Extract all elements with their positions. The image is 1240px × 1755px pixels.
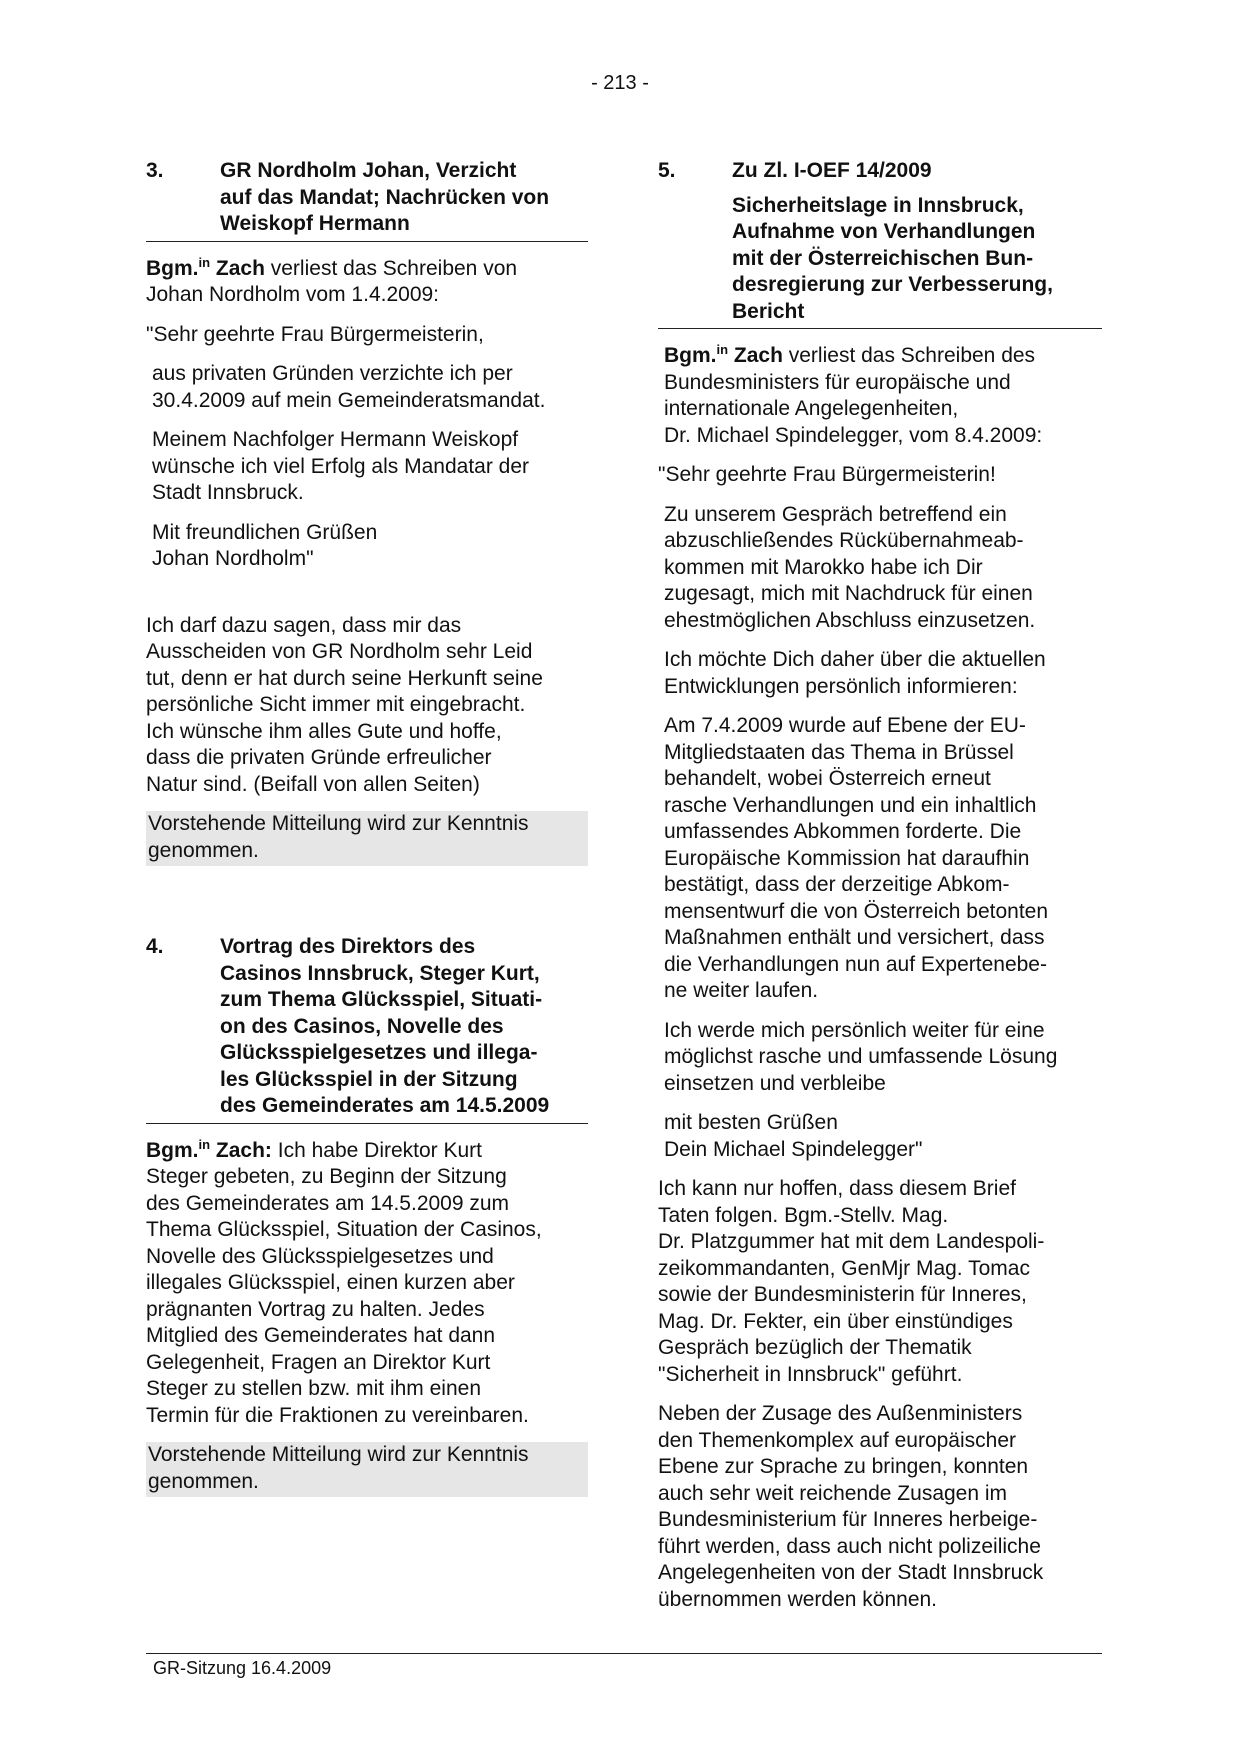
speaker-label: Bgm. xyxy=(146,256,199,280)
speaker-name: Zach xyxy=(215,256,265,280)
item5-letter-para3: Am 7.4.2009 wurde auf Ebene der EU- Mitgliedstaaten das Thema in Brüssel behandelt, wobei Österreich erneut rasche Verhandlungen und ein inhaltlich umfassendes Abkommen forderte. Die Europäische Kommission hat daraufhin bestätigt, dass der derzeitige Abkom- mensentwurf die von Österreich betonten Maßnahmen enthält und versichert, dass die Verhandlungen nun auf Expertenebe- ne weiter laufen. xyxy=(664,714,1049,1002)
speaker-label: Bgm. xyxy=(146,1138,199,1162)
item3-number: 3. xyxy=(146,159,164,182)
item3-salutation: "Sehr geehrte Frau Bürgermeisterin, xyxy=(146,322,484,346)
footer-divider xyxy=(146,1653,1102,1654)
item4-title: Vortrag des Direktors des Casinos Innsbruck, Steger Kurt, zum Thema Glücksspiel, Situati- on des Casinos, Novelle des Glücksspielgesetzes und illega- les Glücksspiel in der Sitzung des Gemeinderates am 14.5.2009 xyxy=(220,935,550,1117)
item3-note: Vorstehende Mitteilung wird zur Kenntnis genommen. xyxy=(146,811,588,866)
item5-number: 5. xyxy=(658,159,676,182)
item5-letter-para1: Zu unserem Gespräch betreffend ein abzuschließendes Rückübernahmeab- kommen mit Marokko habe ich Dir zugesagt, mich mit Nachdruck für einen ehestmöglichen Abschluss einzusetzen. xyxy=(664,502,1036,632)
item5-salutation: "Sehr geehrte Frau Bürgermeisterin! xyxy=(658,463,996,486)
item3-letter-para1: aus privaten Gründen verzichte ich per 30.4.2009 auf mein Gemeinderatsmandat. xyxy=(152,362,546,412)
item3-title: GR Nordholm Johan, Verzicht auf das Mandat; Nachrücken von Weiskopf Hermann xyxy=(220,159,550,235)
item3-comment: Ich darf dazu sagen, dass mir das Ausscheiden von GR Nordholm sehr Leid tut, denn er hat durch seine Herkunft seine persönliche Sicht immer mit eingebracht. Ich wünsche ihm alles Gute und hoffe, dass die privaten Gründe erfreulicher Natur sind. (Beifall von allen Seiten) xyxy=(146,613,543,796)
item5-letter-para2: Ich möchte Dich daher über die aktuellen Entwicklungen persönlich informieren: xyxy=(664,648,1046,698)
item4-note: Vorstehende Mitteilung wird zur Kenntnis genommen. xyxy=(146,1442,588,1497)
item3-letter-closing: Mit freundlichen Grüßen Johan Nordholm" xyxy=(152,520,378,570)
item3-letter-para2: Meinem Nachfolger Hermann Weiskopf wünsche ich viel Erfolg als Mandatar der Stadt Innsbruck. xyxy=(152,428,530,504)
right-column xyxy=(658,158,1102,1626)
item5-subtitle: Sicherheitslage in Innsbruck, Aufnahme von Verhandlungen mit der Österreichischen Bun- desregierung zur Verbesserung, Bericht xyxy=(732,193,1053,323)
item5-intro: Bgm.$^{in}$ Zach verliest das Schreiben des Bundesministers für europäische und internationale Angelegenheiten, Dr. Michael Spindelegger, vom 8.4.2009: xyxy=(664,342,1043,447)
item5-title: Zu Zl. I-OEF 14/2009 Sicherheitslage in Innsbruck, Aufnahme von Verhandlungen mit der Österreichischen Bun- desregierung zur Verbesserung, Bericht xyxy=(732,158,1053,325)
speaker-name: Zach xyxy=(733,344,783,367)
footer-text: GR-Sitzung 16.4.2009 xyxy=(153,1658,332,1678)
item4-heading xyxy=(146,934,588,1124)
speaker-label: Bgm. xyxy=(664,344,717,367)
item5-comment2: Neben der Zusage des Außenministers den Themenkomplex auf europäischer Ebene zur Sprache zu bringen, konnten auch sehr weit reichende Zusagen im Bundesministerium für Inneres herbeige- führt werden, dass auch nicht polizeiliche Angelegenheiten von der Stadt Innsbruck übernommen werden können. xyxy=(658,1402,1044,1611)
left-column xyxy=(146,158,588,1497)
item4-body: Bgm.$^{in}$ Zach: Ich habe Direktor Kurt Steger gebeten, zu Beginn der Sitzung des Gemeinderates am 14.5.2009 zum Thema Glücksspiel, Situation der Casinos, Novelle des Glücksspielgesetzes und illegales Glücksspiel, einen kurzen aber prägnanten Vortrag zu halten. Jedes Mitglied des Gemeinderates hat dann Gelegenheit, Fragen an Direktor Kurt Steger zu stellen bzw. mit ihm einen Termin für die Fraktionen zu vereinbaren. xyxy=(146,1136,542,1427)
page-number: - 213 - xyxy=(591,72,649,94)
item5-letter-closing: mit besten Grüßen Dein Michael Spindelegger" xyxy=(664,1111,923,1161)
item5-comment1: Ich kann nur hoffen, dass diesem Brief Taten folgen. Bgm.-Stellv. Mag. Dr. Platzgummer hat mit dem Landespoli- zeikommandanten, GenMjr Mag. Tomac sowie der Bundesministerin für Inneres, Mag. Dr. Fekter, ein über einstündiges Gespräch bezüglich der Thematik "Sicherheit in Innsbruck" geführt. xyxy=(658,1177,1045,1386)
item4-number: 4. xyxy=(146,935,164,958)
item5-heading xyxy=(658,158,1102,329)
item3-heading xyxy=(146,158,588,242)
item3-intro: Bgm.$^{in}$ Zach verliest das Schreiben von Johan Nordholm vom 1.4.2009: xyxy=(146,254,518,306)
item5-letter-para4: Ich werde mich persönlich weiter für eine möglichst rasche und umfassende Lösung einsetzen und verbleibe xyxy=(664,1018,1058,1095)
speaker-name: Zach: xyxy=(215,1138,272,1162)
